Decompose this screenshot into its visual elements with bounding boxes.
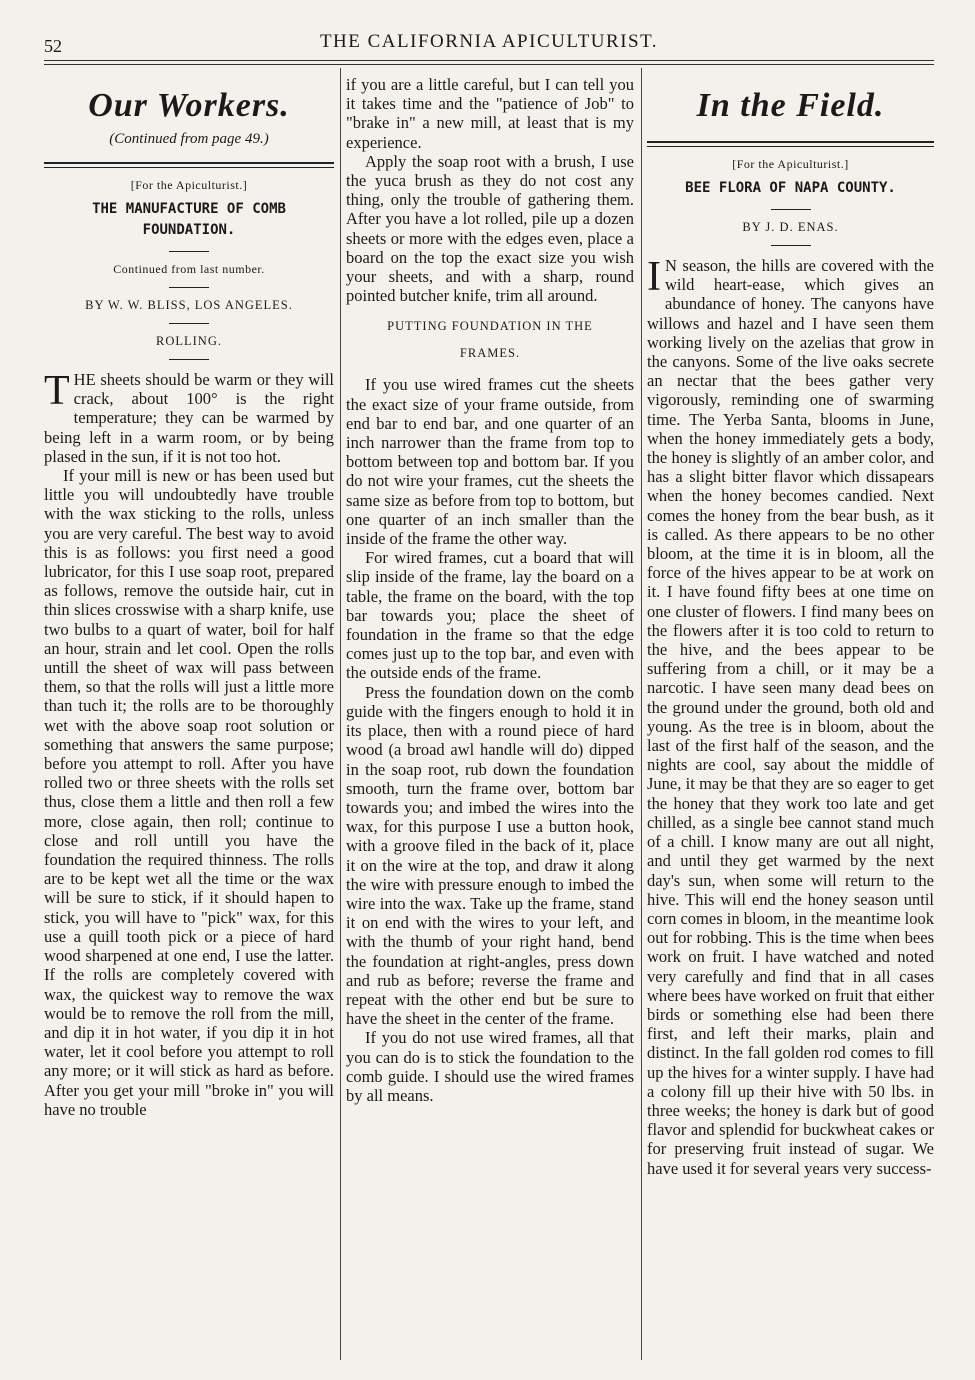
double-rule [44, 162, 334, 168]
paragraph: For wired frames, cut a board that will slip inside of the frame, lay the board on a table, the frame on the board, with the top bar towards you; place the sheet of foundation in the frame so that the edge comes just up to the top bar, and even with the outside ends of the frame. [346, 548, 634, 683]
continued-from: Continued from last number. [113, 262, 265, 276]
paragraph: Press the foundation down on the comb guide with the fingers enough to hold it in its place, then with a round piece of hard wood (a broad awl handle will do) dipped in the soap root, rub down the foundation smooth, turn the frame over, bottom bar towards you; and imbed the wires into the wax, for this purpose I use a button hook, with a groove filed in the back of it, place it on the wire at the top, and draw it along the wire with pressure enough to imbed the wire into the wax. Take up the frame, stand it on end with the wires to your left, and with the thumb of your right hand, bend the foundation at right-angles, press down and rub as before; reverse the frame and repeat with the other end but be sure to have the sheet in the center of the frame. [346, 682, 634, 1029]
header-rule [44, 60, 934, 61]
drop-cap: T [44, 368, 70, 414]
byline: BY J. D. ENAS. [742, 220, 839, 234]
journal-title: THE CALIFORNIA APICULTURIST. [319, 31, 659, 52]
paragraph: Apply the soap root with a brush, I use the yuca brush as they do not cost any thing, only the trouble of gathering them. After you have a lot rolled, pile up a dozen sheets or more with the edges even, place a board on the top the exact size you wish your sheets, and with a sharp, round pointed butcher knife, trim all around. [346, 151, 634, 306]
short-rule [771, 209, 811, 210]
byline: BY W. W. BLISS, LOS ANGELES. [85, 298, 293, 312]
article-title: THE MANUFACTURE OF COMB FOUNDATION. [92, 201, 286, 238]
column-middle [346, 75, 634, 1365]
paragraph [44, 370, 334, 466]
short-rule [169, 251, 209, 252]
header-rule-thin [44, 64, 934, 65]
short-rule [169, 287, 209, 288]
short-rule [771, 245, 811, 246]
short-rule [169, 359, 209, 360]
double-rule [647, 141, 934, 147]
paragraph-text: N season, the hills are covered with the wild heart-ease, which gives an abundance of honey. The canyons have willows and hazel and I have seen them working lively on the azelias that grow in the canyons. Some of the live oaks secrete an nectar that the bees gather very vigorously, reminding one of swarming time. The Yerba Santa, blooms in June, when the honey immediately gets a body, the honey is slightly of an amber color, and has a slight bitter flavor which dissapears when the honey becomes candied. Next comes the honey from the bear bush, as it is called. As there appears to be no other bloom, at the time it is in bloom, all the force of the hives appear to be at work on it. I have found fifty bees at one time on one cluster of flowers. I find many bees on the flowers after it is too cold to return to the hive, and the bees appear to be suffering from a chill, or it may be a narcotic. I have seen many dead bees on the ground under the ground, both old and young. As the tree is in bloom, about the last of the first half of the season, and the nights are cool, say about the middle of June, it may be that they are so eager to get the honey that they work too late and get chilled, as a single bee cannot stand much of a chill. I know many are out all night, and until they get warmed by the next day's sun, when some will return to the hive. This will end the honey season until corn comes in bloom, in the meantime look out for robbing. This is the time when bees work on fruit. I have watched and noted very carefully and find that in all cases where bees have worked on fruit that either birds or something else had been there first, and left their marks, plain and distinct. In the fall golden rod comes to fill up the hives for a winter supply. I have had a colony fill up their hive with 50 lbs. in three weeks; the honey is dark but of good flavor and splendid for buckwheat cakes or for preserving fruit instead of sugar. We have used it for several years very success- [647, 256, 934, 1178]
paragraph: If your mill is new or has been used but little you will undoubtedly have trouble with the wax sticking to the rolls, unless you are very careful. The best way to avoid this is as follows: you first need a good lubricator, for this I use soap root, prepared as follows, remove the outside hair, cut in thin slices crosswise with a sharp knife, use two bulbs to a quart of water, boil for half an hour, strain and let cool. Open the rolls untill the sheet of wax will pass between them, so that the rolls will just a little more than tuch it; the rolls are to be thoroughly wet with the above soap root solution or something that answers the same purpose; before you attempt to roll. After you have rolled two or three sheets with the rolls set thus, close them a little and then roll a few more, close again, then roll; continue to close and roll untill you have the foundation the required thinness. The rolls are to be kept wet all the time or the wax will be sure to stick, if it should hapen to stick, you will have to "pick" wax, for this use a quill tooth pick or a piece of hard wood sharpened at one end, I use the latter. If the rolls are completely covered with wax, the quickest way to remove the wax would be to remove the roll from the mill, and dip it in hot water, if you dip it in hot water, let it cool before you attempt to roll any more; or it will stick as hard as before. After you get your mill "broke in" you will have no trouble [44, 466, 334, 1119]
source-note: [For the Apiculturist.] [732, 157, 849, 171]
paragraph: If you do not use wired frames, all that you can do is to stick the foundation to the comb guide. I should use the wired frames by all means. [346, 1028, 634, 1105]
section-title: Our Workers. [88, 87, 290, 124]
section-title: In the Field. [696, 87, 885, 124]
article-title: BEE FLORA OF NAPA COUNTY. [685, 180, 896, 196]
paragraph: if you are a little careful, but I can tell you it takes time and the "patience of Job" to "brake in" a new mill, at least that is my experience. [346, 75, 634, 152]
page-number: 52 [44, 36, 62, 56]
subhead: ROLLING. [156, 334, 222, 348]
page-header [44, 28, 934, 58]
column-divider [340, 68, 341, 1360]
magazine-page [44, 28, 934, 1348]
subhead: PUTTING FOUNDATION IN THE FRAMES. [387, 319, 593, 361]
paragraph: If you use wired frames cut the sheets the exact size of your frame outside, from end bar to end bar, and one quarter of an inch narrower than the frame from top to bottom between top and bottom bar. If you do not wire your frames, cut the sheets the same size as before from top to bottom, but one quarter of an inch smaller than the inside of the frame the other way. [346, 375, 634, 549]
drop-cap: I [647, 254, 661, 300]
column-right [647, 75, 934, 1365]
column-left [44, 75, 334, 1365]
paragraph-text: HE sheets should be warm or they will crack, about 100° is the right temperature; they can be warmed by being left in a warm room, or by being plased in the sun, if it is not too hot. [44, 370, 334, 466]
paragraph [647, 256, 934, 1178]
short-rule [169, 323, 209, 324]
source-note: [For the Apiculturist.] [130, 178, 248, 192]
column-divider [641, 68, 642, 1360]
continued-note: (Continued from page 49.) [109, 131, 269, 147]
